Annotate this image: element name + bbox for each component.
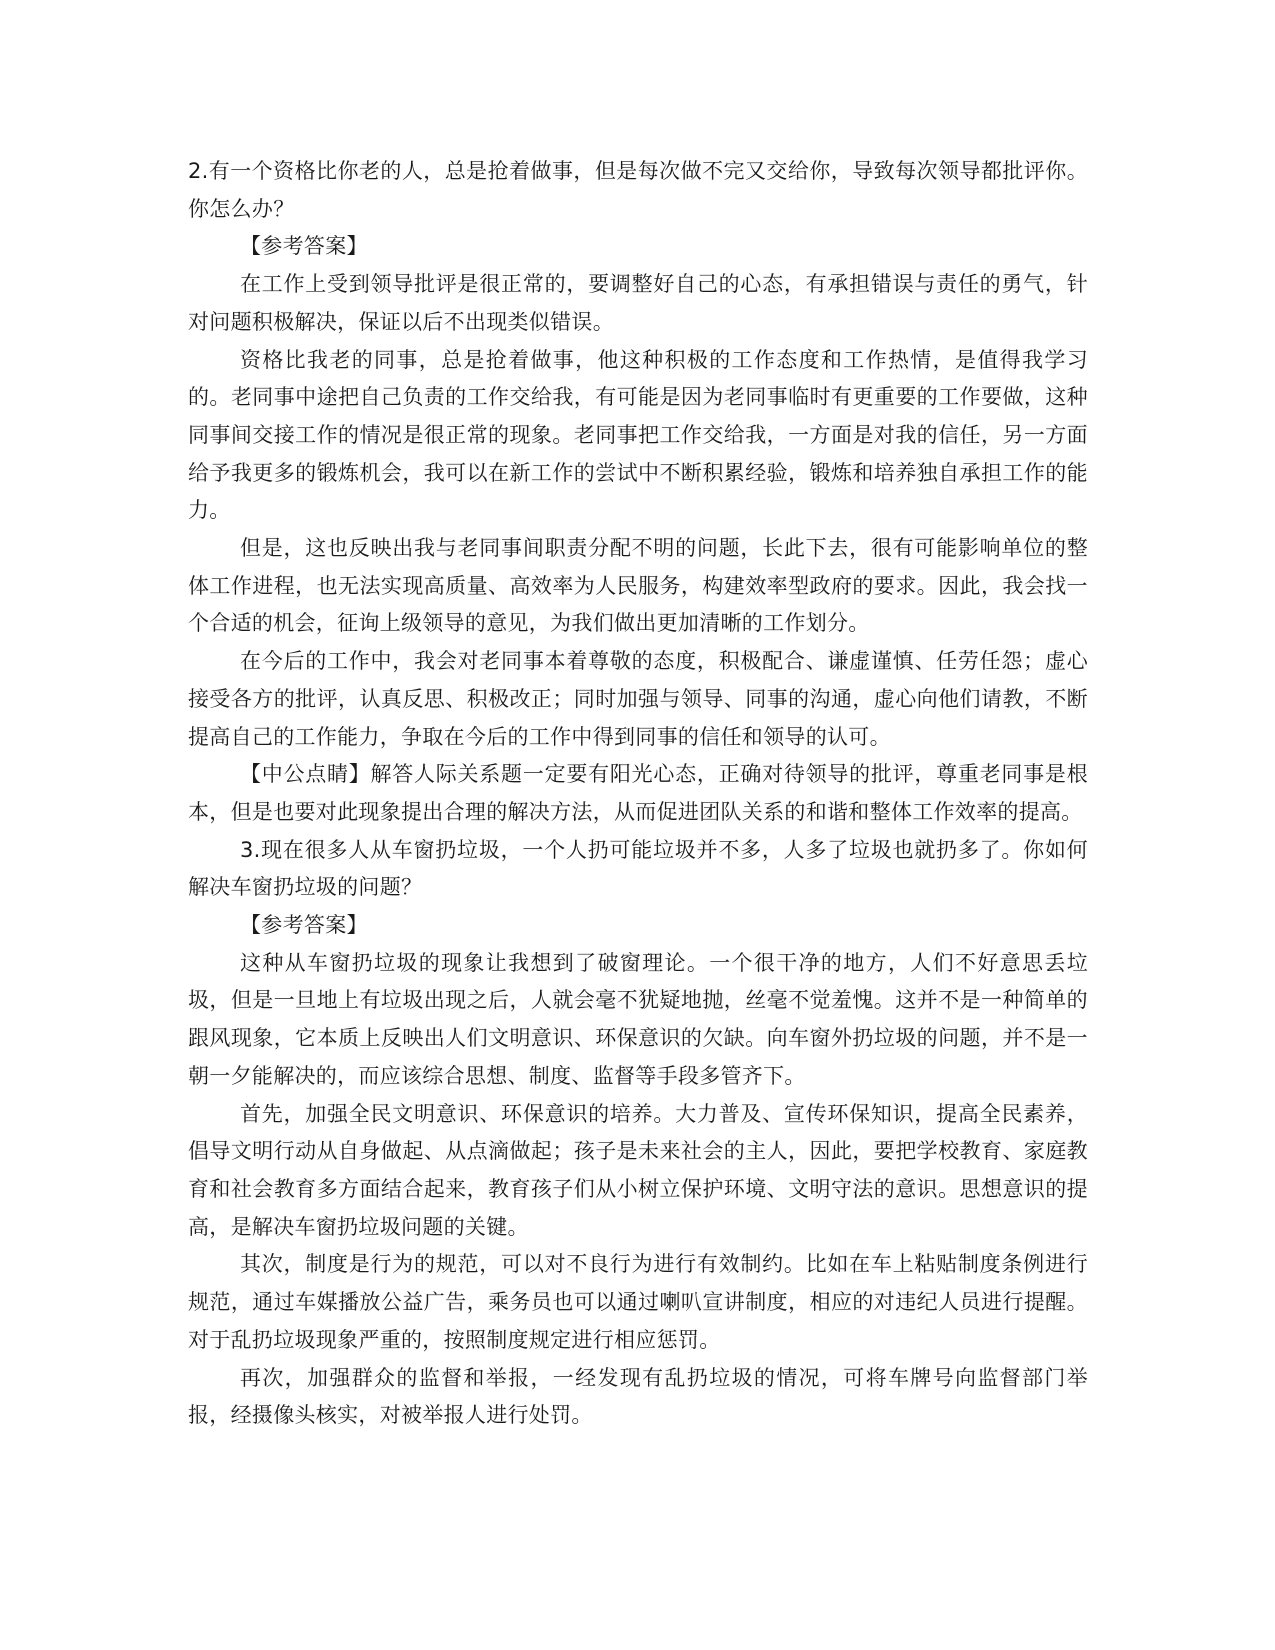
- commentary-paragraph: 【中公点睛】解答人际关系题一定要有阳光心态，正确对待领导的批评，尊重老同事是根本，但是也要对此现象提出合理的解决方法，从而促进团队关系的和谐和整体工作效率的提高。: [188, 762, 1088, 824]
- answer-paragraph: 再次，加强群众的监督和举报，一经发现有乱扔垃圾的情况，可将车牌号向监督部门举报，经摄像头核实，对被举报人进行处罚。: [188, 1365, 1088, 1428]
- answer-label-3: 【参考答案】: [240, 913, 368, 938]
- question-3: 3.现在很多人从车窗扔垃圾，一个人扔可能垃圾并不多，人多了垃圾也就扔多了。你如何解决车窗扔垃圾的问题？: [188, 837, 1088, 900]
- answer-paragraph: 在工作上受到领导批评是很正常的，要调整好自己的心态，有承担错误与责任的勇气，针对问题积极解决，保证以后不出现类似错误。: [188, 272, 1088, 334]
- answer-paragraph: 资格比我老的同事，总是抢着做事，他这种积极的工作态度和工作热情，是值得我学习的。老同事中途把自己负责的工作交给我，有可能是因为老同事临时有更重要的工作要做，这种同事间交接工作的情况是很正常的现象。老同事把工作交给我，一方面是对我的信任，另一方面给予我更多的锻炼机会，我可以在新工作的尝试中不断积累经验，锻炼和培养独自承担工作的能力。: [188, 347, 1088, 523]
- answer-paragraph: 首先，加强全民文明意识、环保意识的培养。大力普及、宣传环保知识，提高全民素养，倡导文明行动从自身做起、从点滴做起；孩子是未来社会的主人，因此，要把学校教育、家庭教育和社会教育多方面结合起来，教育孩子们从小树立保护环境、文明守法的意识。思想意识的提高，是解决车窗扔垃圾问题的关键。: [188, 1101, 1088, 1239]
- answer-paragraph: 在今后的工作中，我会对老同事本着尊敬的态度，积极配合、谦虚谨慎、任劳任怨；虚心接受各方的批评，认真反思、积极改正；同时加强与领导、同事的沟通，虚心向他们请教，不断提高自己的工作能力，争取在今后的工作中得到同事的信任和领导的认可。: [188, 649, 1088, 749]
- question-2: 2.有一个资格比你老的人，总是抢着做事，但是每次做不完又交给你，导致每次领导都批评你。你怎么办？: [188, 159, 1088, 221]
- answer-paragraph: 其次，制度是行为的规范，可以对不良行为进行有效制约。比如在车上粘贴制度条例进行规范，通过车媒播放公益广告，乘务员也可以通过喇叭宣讲制度，相应的对违纪人员进行提醒。对于乱扔垃圾现象严重的，按照制度规定进行相应惩罚。: [188, 1252, 1088, 1352]
- answer-label-2: 【参考答案】: [240, 234, 368, 259]
- document-page: [188, 153, 1088, 1435]
- answer-paragraph: 这种从车窗扔垃圾的现象让我想到了破窗理论。一个很干净的地方，人们不好意思丢垃圾，但是一旦地上有垃圾出现之后，人就会毫不犹疑地抛，丝毫不觉羞愧。这并不是一种简单的跟风现象，它本质上反映出人们文明意识、环保意识的欠缺。向车窗外扔垃圾的问题，并不是一朝一夕能解决的，而应该综合思想、制度、监督等手段多管齐下。: [188, 950, 1088, 1088]
- answer-paragraph: 但是，这也反映出我与老同事间职责分配不明的问题，长此下去，很有可能影响单位的整体工作进程，也无法实现高质量、高效率为人民服务，构建效率型政府的要求。因此，我会找一个合适的机会，征询上级领导的意见，为我们做出更加清晰的工作划分。: [188, 536, 1088, 636]
